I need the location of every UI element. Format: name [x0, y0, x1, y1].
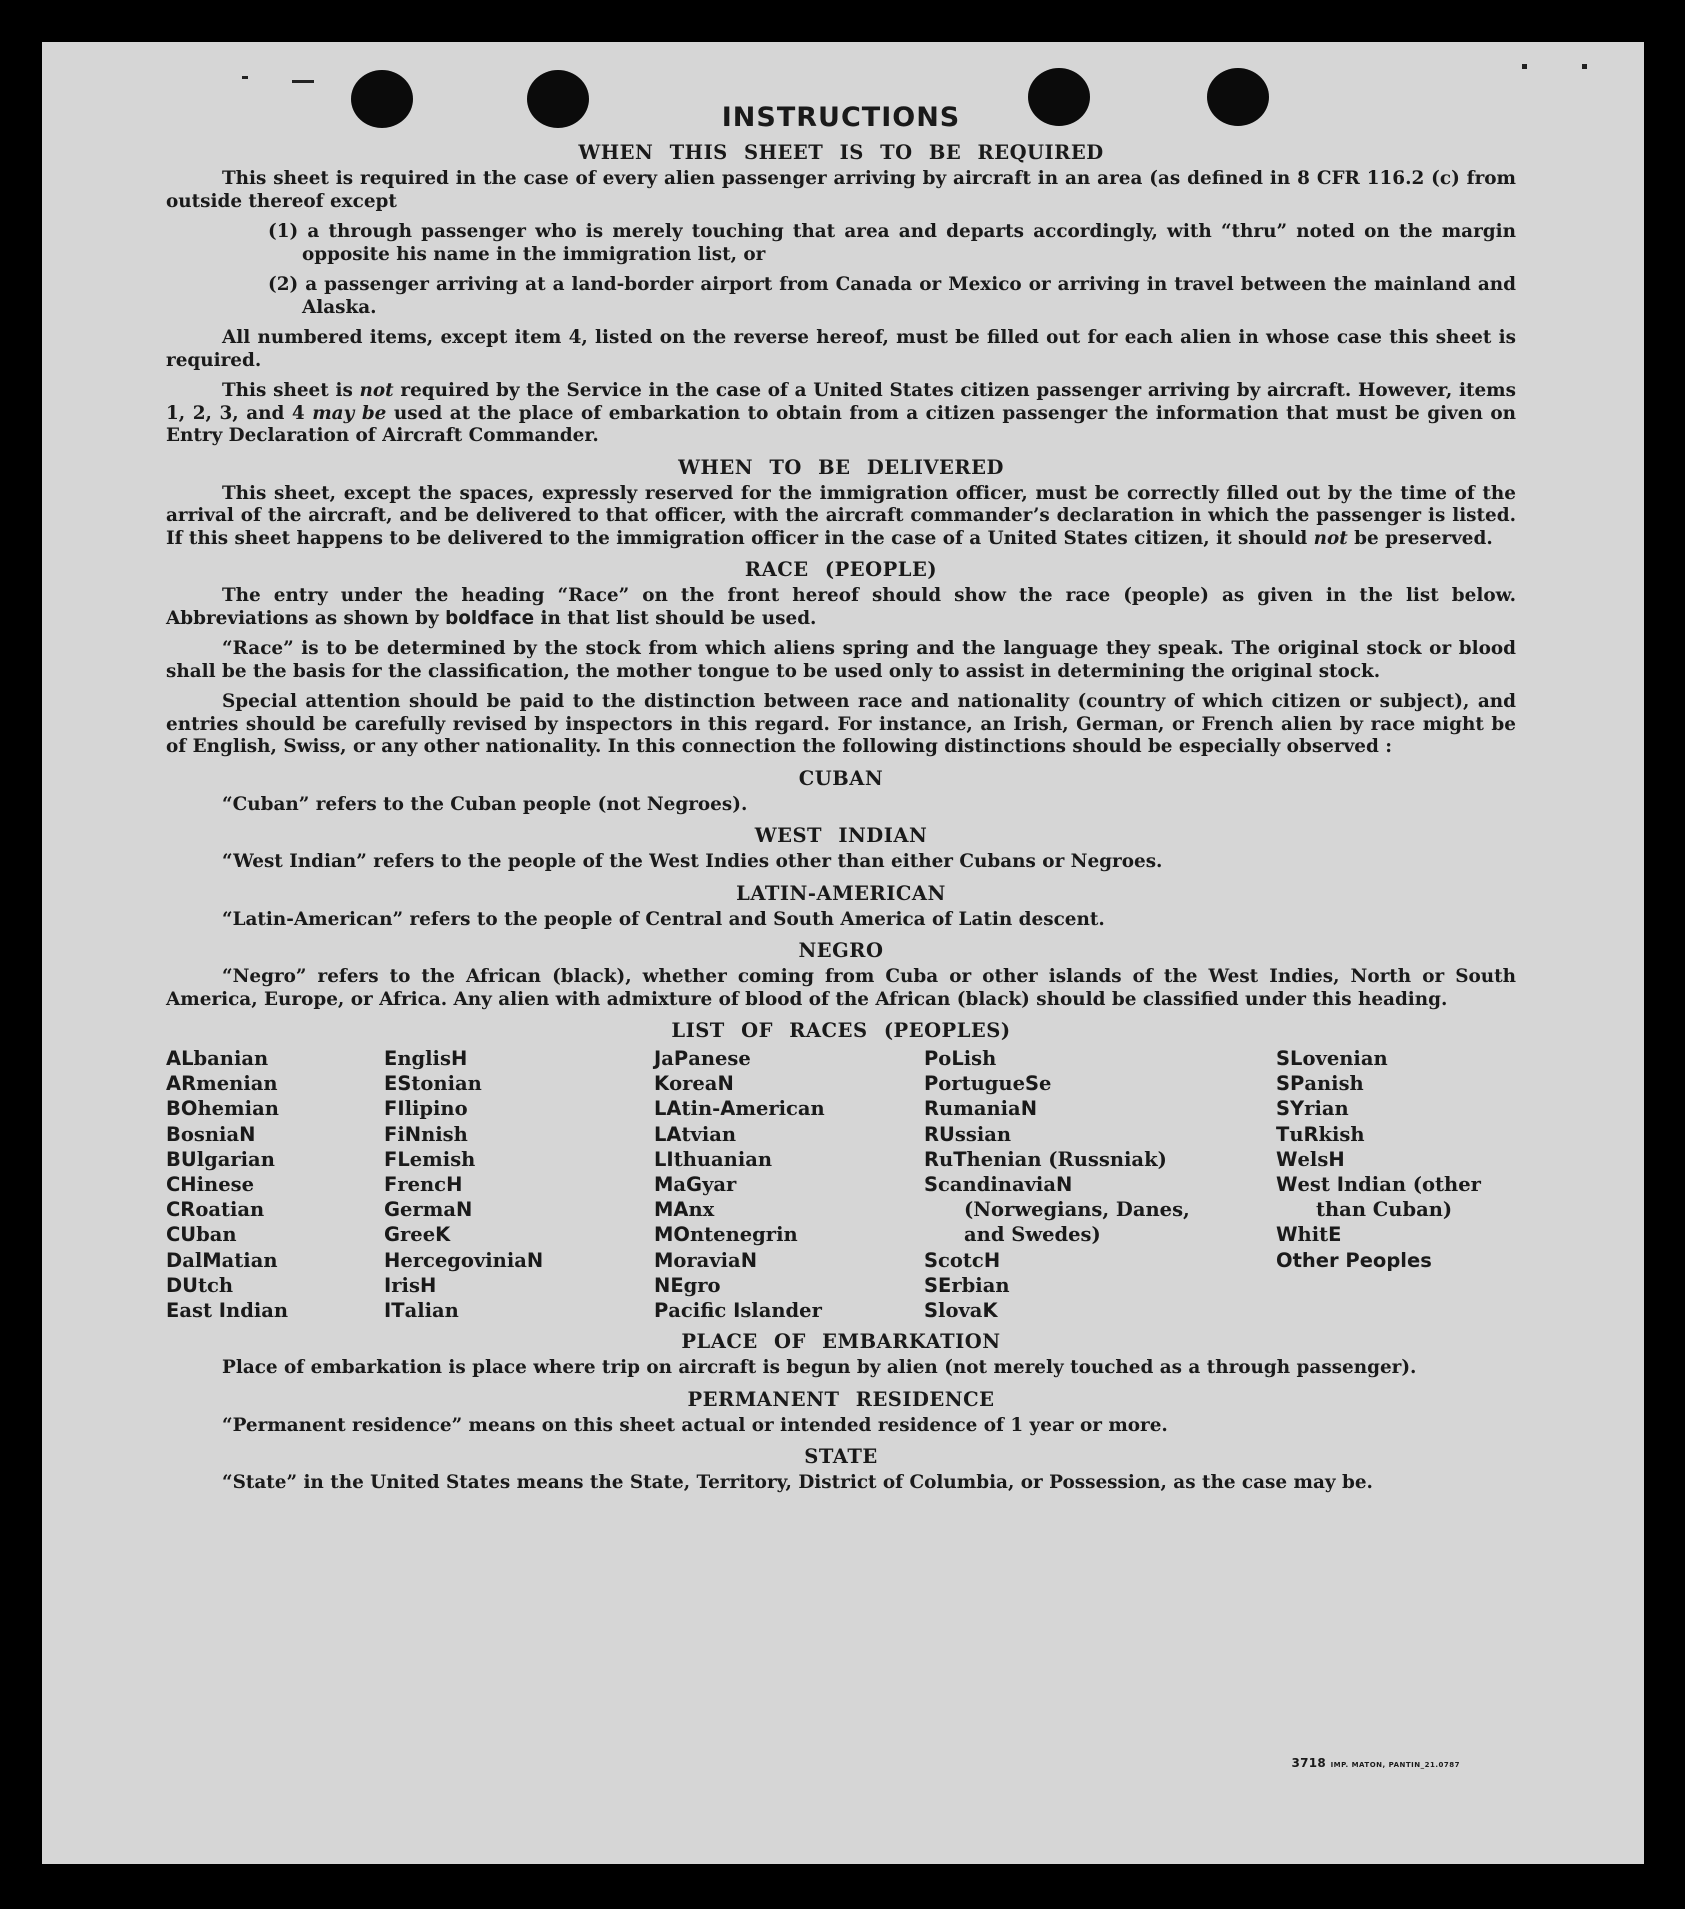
race-entry: EnglisH [384, 1047, 468, 1070]
paragraph: This sheet is not required by the Service in the case of a United States citizen passenger arriving by aircraft. However, items 1, 2, 3, and 4 may be used at the place of embarkation to obtain from a citizen passenger the information that must be given on Entry Declaration of Aircraft Commander. [166, 380, 1516, 446]
ink-speck [1522, 64, 1527, 69]
paragraph: “Latin-American” refers to the people of Central and South America of Latin descent. [222, 908, 1105, 930]
race-entry: SErbian [924, 1273, 1010, 1297]
race-entry: CRoatian [166, 1198, 265, 1222]
race-entry: CUban [166, 1223, 237, 1247]
heading-list-of-races: LIST OF RACES (PEOPLES) [671, 1019, 1011, 1042]
ink-speck [242, 76, 248, 79]
ink-speck [1582, 64, 1587, 69]
race-column [924, 1046, 1199, 1323]
race-entry: LAtin-American [654, 1097, 825, 1121]
race-column [166, 1046, 376, 1323]
race-entry: FIlipino [384, 1097, 468, 1121]
race-entry: BOhemian [166, 1097, 279, 1121]
heading-state: STATE [804, 1445, 878, 1468]
race-entry: JaPanese [654, 1047, 751, 1070]
race-entry: NEgro [654, 1273, 721, 1297]
heading-when-required: WHEN THIS SHEET IS TO BE REQUIRED [578, 141, 1104, 164]
race-entry: EStonian [384, 1072, 482, 1096]
heading-latin-american: LATIN-AMERICAN [736, 881, 946, 905]
race-entry: GermaN [384, 1198, 473, 1222]
paragraph: This sheet is required in the case of every alien passenger arriving by aircraft in an area (as defined in 8 CFR 116.2 (c) from outside thereof except [166, 168, 1516, 212]
race-entry: SLovenian [1276, 1047, 1388, 1070]
race-entry: KoreaN [654, 1072, 734, 1096]
race-entry: WelsH [1276, 1147, 1345, 1171]
race-entry: SlovaK [924, 1299, 998, 1323]
race-entry: IrisH [384, 1273, 437, 1297]
document-sheet [42, 42, 1644, 1864]
paragraph: The entry under the heading “Race” on the front hereof should show the race (people) as given in the list below. Abbreviations as shown by boldface in that list should be used. [166, 585, 1516, 629]
race-entry: LIthuanian [654, 1147, 773, 1171]
ink-speck [292, 80, 314, 83]
exception-item-2: (2) a passenger arriving at a land-border airport from Canada or Mexico or arriving in travel between the mainland and Alaska. [268, 274, 1516, 318]
race-entry: FLemish [384, 1147, 476, 1171]
race-column [654, 1046, 914, 1323]
race-entry: BUlgarian [166, 1147, 275, 1171]
race-entry: FiNnish [384, 1122, 468, 1146]
race-entry: MaGyar [654, 1173, 737, 1197]
race-entry: West Indian (other than Cuban) [1276, 1173, 1481, 1222]
race-entry: PoLish [924, 1047, 997, 1070]
race-entry: DUtch [166, 1273, 234, 1297]
race-entry: WhitE [1276, 1223, 1342, 1247]
race-list [166, 1046, 1516, 1322]
paragraph: Place of embarkation is place where trip on aircraft is begun by alien (not merely touched as a through passenger). [222, 1357, 1417, 1378]
race-column [1276, 1046, 1516, 1273]
race-entry: FrencH [384, 1173, 463, 1197]
race-entry: East Indian [166, 1299, 289, 1323]
paragraph: “Cuban” refers to the Cuban people (not Negroes). [222, 793, 748, 815]
race-entry: HercegoviniaN [384, 1248, 544, 1272]
paragraph: “State” in the United States means the State, Territory, District of Columbia, or Possession, as the case may be. [222, 1472, 1373, 1493]
race-entry: LAtvian [654, 1122, 737, 1146]
race-entry: RUssian [924, 1122, 1012, 1146]
race-entry: RuThenian (Russniak) [924, 1147, 1167, 1171]
race-entry: MOntenegrin [654, 1223, 798, 1247]
race-entry: SPanish [1276, 1072, 1364, 1096]
race-entry: MAnx [654, 1198, 715, 1222]
paragraph: This sheet, except the spaces, expressly reserved for the immigration officer, must be correctly filled out by the time of the arrival of the aircraft, and be delivered to that officer, with the aircraft commander’s declaration in which the passenger is listed. If this sheet happens to be delivered to the immigration officer in the case of a United States citizen, it should not be preserved. [166, 482, 1516, 549]
form-number: 3718 [1291, 1756, 1327, 1770]
instructions-body [166, 102, 1516, 1495]
race-entry: ITalian [384, 1299, 459, 1323]
paragraph: All numbered items, except item 4, listed on the reverse hereof, must be filled out for each alien in whose case this sheet is required. [166, 327, 1516, 371]
race-column [384, 1046, 634, 1323]
race-entry: ALbanian [166, 1047, 269, 1070]
heading-when-delivered: WHEN TO BE DELIVERED [678, 455, 1004, 479]
race-entry: PortugueSe [924, 1072, 1052, 1096]
race-entry: GreeK [384, 1223, 451, 1247]
race-entry: RumaniaN [924, 1097, 1038, 1121]
printer-mark: IMP. MATON, PANTIN_21.0787 [1330, 1761, 1460, 1769]
paragraph: “Permanent residence” means on this sheet actual or intended residence of 1 year or more. [222, 1414, 1168, 1436]
heading-embarkation: PLACE OF EMBARKATION [681, 1330, 1001, 1353]
print-footer [1291, 1756, 1460, 1770]
paragraph: “West Indian” refers to the people of the West Indies other than either Cubans or Negroes. [222, 851, 1163, 872]
exception-item-1: (1) a through passenger who is merely touching that area and departs accordingly, with “thru” noted on the margin opposite his name in the immigration list, or [268, 221, 1516, 265]
race-entry: MoraviaN [654, 1248, 758, 1272]
race-entry: CHinese [166, 1173, 255, 1197]
race-entry: BosniaN [166, 1122, 256, 1146]
race-entry: SYrian [1276, 1097, 1349, 1121]
race-entry: TuRkish [1276, 1122, 1365, 1146]
race-entry: Other Peoples [1276, 1248, 1432, 1272]
race-entry: ScotcH [924, 1248, 1001, 1272]
heading-cuban: CUBAN [798, 766, 884, 790]
race-entry: ARmenian [166, 1072, 278, 1096]
paragraph: Special attention should be paid to the distinction between race and nationality (country of which citizen or subject), and entries should be carefully revised by inspectors in this regard. For instance, an Irish, German, or French alien by race might be of English, Swiss, or any other nationality. In this connection the following distinctions should be especially observed : [166, 691, 1516, 757]
race-entry: Pacific Islander [654, 1299, 822, 1323]
page-title: INSTRUCTIONS [721, 102, 961, 133]
race-entry: DalMatian [166, 1248, 278, 1272]
heading-west-indian: WEST INDIAN [754, 824, 928, 847]
paragraph: “Race” is to be determined by the stock from which aliens spring and the language they speak. The original stock or blood shall be the basis for the classification, the mother tongue to be used only to assist in determining the original stock. [166, 638, 1516, 682]
paragraph: “Negro” refers to the African (black), whether coming from Cuba or other islands of the West Indies, North or South America, Europe, or Africa. Any alien with admixture of blood of the African (black) should be classified under this heading. [166, 966, 1516, 1010]
heading-race: RACE (PEOPLE) [744, 558, 938, 581]
heading-permanent-residence: PERMANENT RESIDENCE [687, 1387, 995, 1411]
race-entry: ScandinaviaN (Norwegians, Danes, and Swedes) [924, 1173, 1190, 1247]
heading-negro: NEGRO [798, 939, 884, 962]
